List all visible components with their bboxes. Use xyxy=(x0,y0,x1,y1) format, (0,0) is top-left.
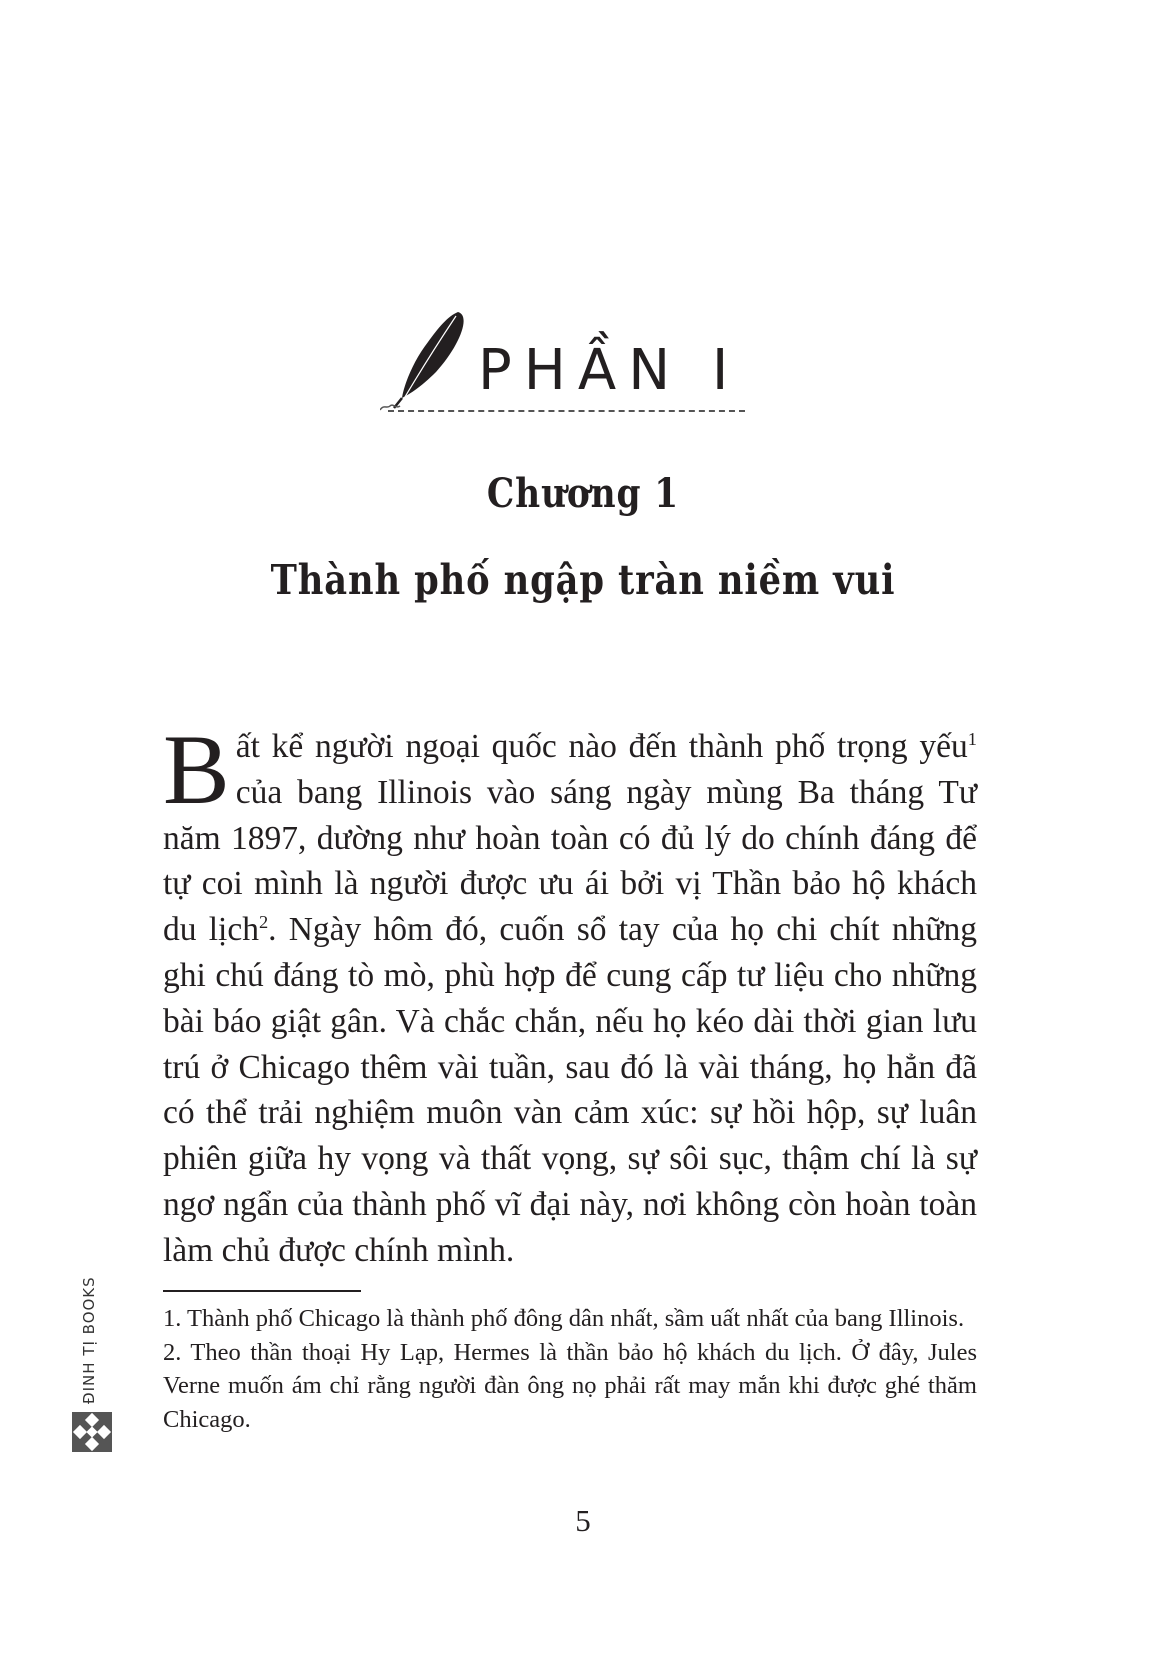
footnote-divider xyxy=(163,1290,361,1292)
page-number: 5 xyxy=(575,1503,591,1538)
body-text-segment: . Ngày hôm đó, cuốn sổ tay của họ chi chít những ghi chú đáng tò mò, phù hợp để cung cấp tư liệu cho những bài báo giật gân. Và chắc chắn, nếu họ kéo dài thời gian lưu trú ở Chicago thêm vài tuần, sau đó là vài tháng, họ hẳn đã có thể trải nghiệm muôn vàn cảm xúc: sự hồi hộp, sự luân phiên giữa hy vọng và thất vọng, sự sôi sục, thậm chí là sự ngơ ngẩn của thành phố vĩ đại này, nơi không còn hoàn toàn làm chủ được chính mình. xyxy=(163,911,977,1269)
body-paragraph xyxy=(163,714,977,1274)
quill-feather-icon xyxy=(380,310,480,414)
chapter-title: Thành phố ngập tràn niềm vui xyxy=(270,556,896,604)
body-text-segment: ất kể người ngoại quốc nào đến thành phố trọng yếu xyxy=(235,728,968,765)
dashed-divider xyxy=(388,410,745,412)
drop-cap: B xyxy=(163,714,230,825)
part-heading xyxy=(380,310,760,420)
chapter-number: Chương 1 xyxy=(486,470,680,517)
body-text-segment: của bang Illinois vào sáng ngày mùng Ba tháng Tư năm 1897, dường như hoàn toàn có đủ lý do chính đáng để tự coi mình là người được ưu ái bởi vị Thần bảo hộ khách du lịch xyxy=(163,773,977,949)
footnotes xyxy=(163,1302,977,1436)
footnote-1: 1. Thành phố Chicago là thành phố đông dân nhất, sầm uất nhất của bang Illinois. xyxy=(163,1305,965,1332)
publisher-logo-icon xyxy=(72,1412,112,1452)
footnote-2: 2. Theo thần thoại Hy Lạp, Hermes là thần bảo hộ khách du lịch. Ở đây, Jules Verne muốn ám chỉ rằng người đàn ông nọ phải rất may mắn khi được ghé thăm Chicago. xyxy=(163,1338,977,1433)
publisher-name: ĐINH TỊ BOOKS xyxy=(80,1276,98,1404)
part-title: PHẦN I xyxy=(478,338,741,403)
footnote-ref-2[interactable]: 2 xyxy=(258,912,269,933)
footnote-ref-1[interactable]: 1 xyxy=(967,728,977,749)
